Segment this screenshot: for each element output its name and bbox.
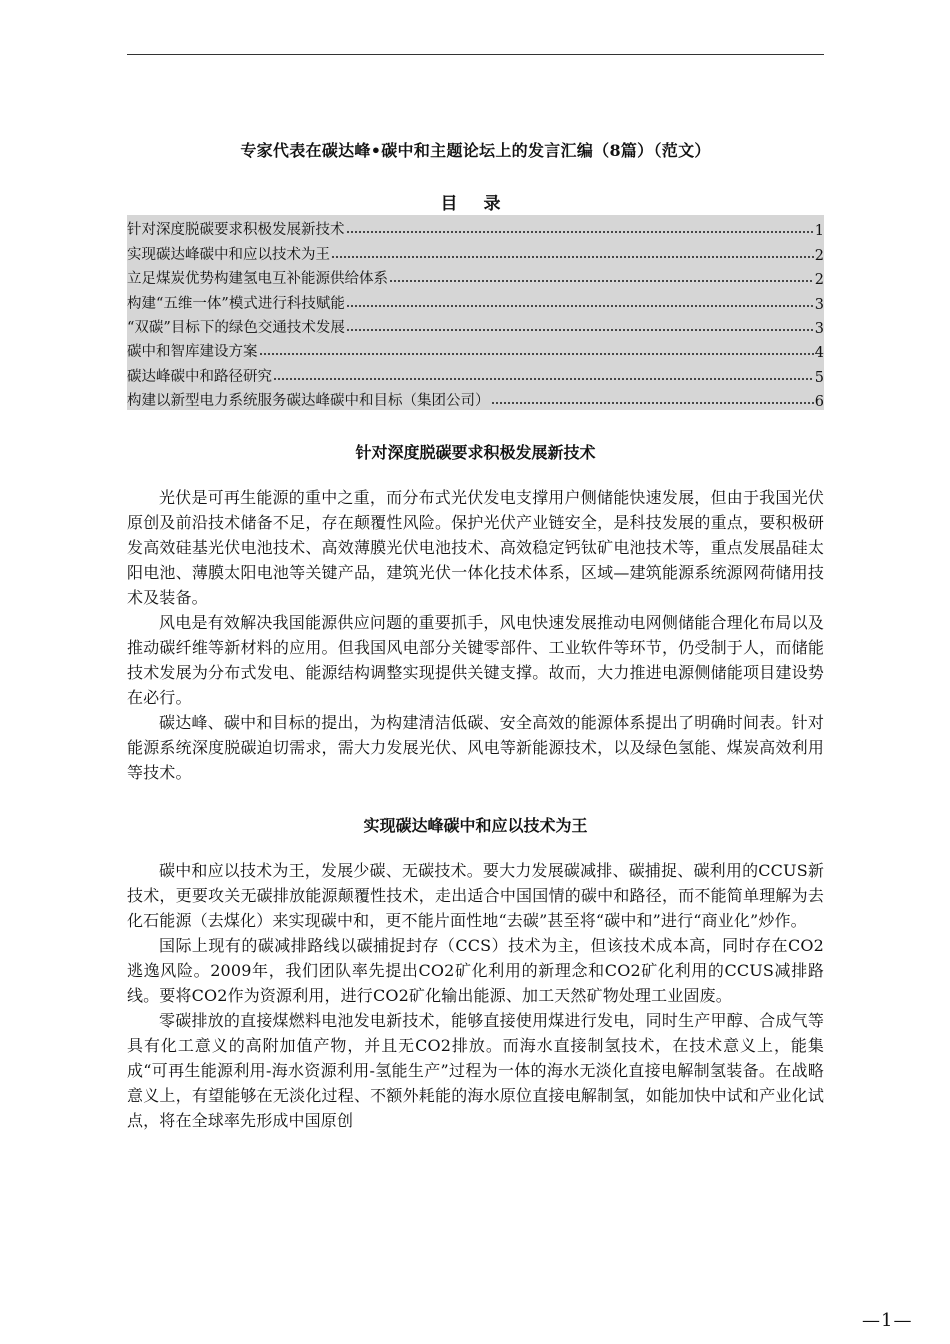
toc-entry-title: 构建以新型电力系统服务碳达峰碳中和目标（集团公司） [127,393,490,410]
toc-entry-page: 1 [814,223,824,240]
toc-entry-title: 实现碳达峰碳中和应以技术为王 [127,246,330,263]
toc-entry-title: 立足煤炭优势构建氢电互补能源供给体系 [127,271,388,288]
toc-entry-page: 4 [814,345,824,362]
page-number: —1— [862,1310,913,1331]
toc-entry-page: 3 [814,320,824,337]
toc-leader-dots [346,304,814,308]
section-body [127,485,824,785]
section-body [127,858,824,1133]
toc-entry[interactable] [127,313,824,337]
toc-entry-page: 5 [814,369,824,386]
header-rule [127,54,824,55]
section-heading: 针对深度脱碳要求积极发展新技术 [355,443,596,462]
toc-entry[interactable] [127,361,824,385]
toc-entry-title: 针对深度脱碳要求积极发展新技术 [127,222,345,239]
toc-entry[interactable] [127,337,824,361]
paragraph: 国际上现有的碳减排路线以碳捕捉封存（CCS）技术为主，但该技术成本高，同时存在CO2逃逸风险。2009年，我们团队率先提出CO2矿化利用的新理念和CO2矿化利用的CCUS减排路线。要将CO2作为资源利用，进行CO2矿化输出能源、加工天然矿物处理工业固废。 [127,936,824,1005]
document-title: 专家代表在碳达峰•碳中和主题论坛上的发言汇编（8篇）（范文） [240,141,711,160]
toc-entry-title: 构建“五维一体”模式进行科技赋能 [127,295,345,312]
toc-leader-dots [331,255,814,259]
toc-leader-dots [389,279,814,283]
paragraph: 风电是有效解决我国能源供应问题的重要抓手，风电快速发展推动电网侧储能合理化布局以及推动碳纤维等新材料的应用。但我国风电部分关键零部件、工业软件等环节，仍受制于人，而储能技术发展为分布式发电、能源结构调整实现提供关键支撑。故而，大力推进电源侧储能项目建设势在必行。 [127,613,824,707]
paragraph: 光伏是可再生能源的重中之重，而分布式光伏发电支撑用户侧储能快速发展，但由于我国光伏原创及前沿技术储备不足，存在颠覆性风险。保护光伏产业链安全，是科技发展的重点，要积极研发高效硅基光伏电池技术、高效薄膜光伏电池技术、高效稳定钙钛矿电池技术等，重点发展晶硅太阳电池、薄膜太阳电池等关键产品，建筑光伏一体化技术体系，区域—建筑能源系统源网荷储用技术及装备。 [127,488,824,607]
toc-entry-title: 碳中和智库建设方案 [127,344,258,361]
toc-leader-dots [273,377,814,381]
table-of-contents [127,215,824,410]
toc-entry-title: 碳达峰碳中和路径研究 [127,368,272,385]
toc-leader-dots [346,328,814,332]
toc-entry[interactable] [127,288,824,312]
toc-leader-dots [346,230,814,234]
toc-entry-page: 2 [814,272,824,289]
toc-leader-dots [259,352,814,356]
paragraph: 零碳排放的直接煤燃料电池发电新技术，能够直接使用煤进行发电，同时生产甲醇、合成气等具有化工意义的高附加值产物，并且无CO2排放。而海水直接制氢技术，在技术意义上，能集成“可再生能源利用-海水资源利用-氢能生产”过程为一体的海水无淡化直接电解制氢装备。在战略意义上，有望能够在无淡化过程、不额外耗能的海水原位直接电解制氢，如能加快中试和产业化试点，将在全球率先形成中国原创 [127,1011,824,1130]
toc-entry-page: 6 [814,394,824,411]
toc-entry[interactable] [127,264,824,288]
toc-heading: 目 录 [440,194,511,214]
section-heading: 实现碳达峰碳中和应以技术为王 [363,816,588,835]
paragraph: 碳中和应以技术为王，发展少碳、无碳技术。要大力发展碳减排、碳捕捉、碳利用的CCUS新技术，更要攻关无碳排放能源颠覆性技术，走出适合中国国情的碳中和路径，而不能简单理解为去化石能源（去煤化）来实现碳中和，更不能片面性地“去碳”甚至将“碳中和”进行“商业化”炒作。 [127,861,824,930]
toc-entry[interactable] [127,386,824,410]
toc-entry[interactable] [127,239,824,263]
toc-leader-dots [491,401,814,405]
toc-entry-title: “双碳”目标下的绿色交通技术发展 [127,319,345,336]
paragraph: 碳达峰、碳中和目标的提出，为构建清洁低碳、安全高效的能源体系提出了明确时间表。针对能源系统深度脱碳迫切需求，需大力发展光伏、风电等新能源技术，以及绿色氢能、煤炭高效利用等技术。 [127,713,824,782]
toc-entry[interactable] [127,215,824,239]
toc-entry-page: 2 [814,247,824,264]
toc-entry-page: 3 [814,296,824,313]
